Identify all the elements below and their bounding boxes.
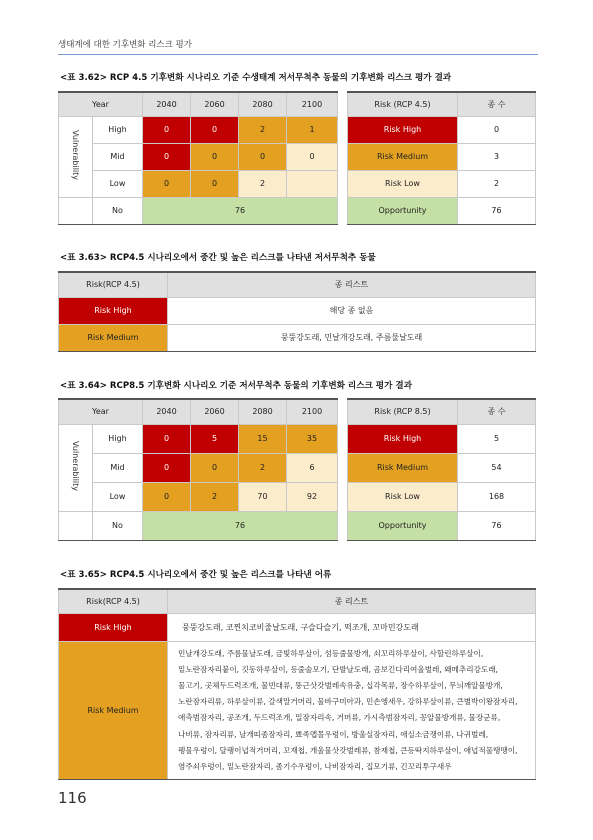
species-line: 펭물우렁이, 달팽이넙적거머리, 꼬재첩, 개울물삿갓벌레류, 참재첩, 큰등딱지하루살이, 애넙적물땡땡이, (178, 745, 518, 755)
running-header: 생태계에 대한 기후변화 리스크 평가 (58, 40, 192, 50)
matrix-cell: 6 (287, 453, 338, 482)
year-col: 2100 (287, 92, 338, 116)
matrix-cell: 15 (239, 424, 287, 453)
risk-count: 168 (458, 482, 536, 511)
vulnerability-label: Vulnerability (71, 441, 80, 492)
risk-medium-label: Risk Medium (59, 641, 168, 780)
matrix-cell: 0 (143, 424, 191, 453)
risk-header: Risk (RCP 8.5) (348, 399, 458, 424)
caption-table-3-64: <표 3.64> RCP8.5 기후변화 시나리오 기준 저서무척추 동물의 기후변화 리스크 평가 결과 (60, 381, 413, 391)
row-label: Mid (93, 453, 143, 482)
count-header: 종 수 (458, 92, 536, 116)
vulnerability-label: Vulnerability (71, 130, 80, 181)
risk-low-label: Risk Low (348, 482, 458, 511)
species-line: 물고기, 곳체두드럭조개, 물빈대류, 뚱근삿갓벌레속유충, 십각목류, 장수하루살이, 무늬깨알물방개, (178, 680, 503, 690)
risk-count: 76 (458, 197, 536, 224)
risk-count: 5 (458, 424, 536, 453)
row-label: No (93, 511, 143, 540)
year-col: 2040 (143, 92, 191, 116)
year-col: 2080 (239, 399, 287, 424)
caption-table-3-65: <표 3.65> RCP4.5 시나리오에서 중간 및 높은 리스크를 나타낸 어류 (60, 570, 332, 580)
matrix-cell: 0 (143, 170, 191, 197)
species-list: 뭉뚱강도래, 민날개강도래, 주름물날도래 (168, 324, 536, 351)
species-list-header: 종 리스트 (168, 272, 536, 297)
caption-table-3-63: <표 3.63> RCP4.5 시나리오에서 중간 및 높은 리스크를 나타낸 저서무척추 동물 (60, 253, 376, 263)
empty-cell (59, 511, 93, 540)
matrix-cell: 0 (191, 170, 239, 197)
matrix-cell: 2 (239, 170, 287, 197)
species-list: 해당 종 없음 (168, 297, 536, 324)
year-header: Year (59, 399, 143, 424)
risk-medium-label: Risk Medium (348, 453, 458, 482)
matrix-cell: 35 (287, 424, 338, 453)
matrix-cell: 0 (143, 482, 191, 511)
risk-high-label: Risk High (348, 424, 458, 453)
matrix-cell: 0 (143, 143, 191, 170)
risk-count: 54 (458, 453, 536, 482)
year-col: 2080 (239, 92, 287, 116)
matrix-cell: 0 (191, 453, 239, 482)
matrix-cell: 2 (191, 482, 239, 511)
risk-col-header: Risk(RCP 4.5) (59, 272, 168, 297)
species-list-header: 종 리스트 (168, 589, 536, 613)
caption-table-3-62: <표 3.62> RCP 4.5 기후변화 시나리오 기준 수생태계 저서무척추 동물의 기후변화 리스크 평가 결과 (60, 73, 452, 83)
species-line: 노란잠자리류, 하루살이류, 갈색말거머리, 물바구미아과, 민손엥새우, 강하루살이류, 큰별박이왕잠자리, (178, 697, 518, 707)
opportunity-merged-cell: 76 (143, 511, 338, 540)
year-col: 2040 (143, 399, 191, 424)
risk-count: 0 (458, 116, 536, 143)
vulnerability-label-cell (59, 116, 93, 197)
matrix-cell: 0 (143, 453, 191, 482)
risk-header: Risk (RCP 4.5) (348, 92, 458, 116)
row-label: Low (93, 482, 143, 511)
risk-low-label: Risk Low (348, 170, 458, 197)
risk-count: 2 (458, 170, 536, 197)
table-3-64-risk-summary (347, 398, 536, 541)
risk-high-label: Risk High (59, 613, 168, 641)
species-list-medium (168, 641, 536, 780)
risk-high-label: Risk High (59, 297, 168, 324)
vulnerability-label-cell (59, 424, 93, 511)
matrix-cell: 1 (287, 116, 338, 143)
row-label: Low (93, 170, 143, 197)
header-rule (58, 54, 538, 55)
empty-cell (59, 197, 93, 224)
matrix-cell: 92 (287, 482, 338, 511)
count-header: 종 수 (458, 399, 536, 424)
row-label: High (93, 116, 143, 143)
page-number: 116 (58, 789, 87, 807)
species-line: 밑노란잠자리붙이, 깃동하루살이, 등줄술모기, 단발날도래, 곰보긴다리여울벌레, 왜메추리강도래, (178, 664, 498, 674)
species-list: 뭉뚱강도래, 코찐치코비줄날도래, 구슬다슬기, 떡조개, 꼬마민강도래 (168, 613, 536, 641)
matrix-cell: 0 (287, 143, 338, 170)
row-label: Mid (93, 143, 143, 170)
matrix-cell: 70 (239, 482, 287, 511)
risk-medium-label: Risk Medium (59, 324, 168, 351)
opportunity-label: Opportunity (348, 197, 458, 224)
species-line: 애측범잠자리, 공조개, 두드럭조개, 밀잠자리속, 거머류, 가시측범잠자리, 꽁알물방개류, 물장군류, (178, 713, 501, 723)
year-col: 2060 (191, 92, 239, 116)
species-line: 염주쇠우렁이, 밑노란잠자리, 좀기수우렁이, 나비잠자리, 집모기류, 긴꼬리투구새우 (178, 761, 452, 771)
table-3-64-matrix (58, 398, 338, 541)
species-line: 민날개강도래, 주름물날도래, 금빛하루살이, 섬등줄물방개, 쇠꼬리하루살이, 사할린하루살이, (178, 648, 484, 658)
risk-medium-label: Risk Medium (348, 143, 458, 170)
risk-count: 76 (458, 511, 536, 540)
table-3-63 (58, 271, 536, 352)
matrix-cell: 0 (191, 143, 239, 170)
table-3-62-matrix (58, 91, 338, 225)
table-3-62-risk-summary (347, 91, 536, 225)
year-col: 2060 (191, 399, 239, 424)
risk-count: 3 (458, 143, 536, 170)
matrix-cell: 5 (191, 424, 239, 453)
row-label: High (93, 424, 143, 453)
row-label: No (93, 197, 143, 224)
risk-col-header: Risk(RCP 4.5) (59, 589, 168, 613)
matrix-cell: 2 (239, 453, 287, 482)
matrix-cell: 0 (191, 116, 239, 143)
matrix-cell (287, 170, 338, 197)
table-3-65 (58, 588, 536, 780)
species-line: 나비류, 잠자리류, 날개띠좀잠자리, 뾰족맵몰우렁이, 방울실잠자리, 애실소금쟁이류, 나귀벌레, (178, 729, 489, 739)
opportunity-label: Opportunity (348, 511, 458, 540)
year-col: 2100 (287, 399, 338, 424)
opportunity-merged-cell: 76 (143, 197, 338, 224)
matrix-cell: 2 (239, 116, 287, 143)
matrix-cell: 0 (239, 143, 287, 170)
matrix-cell: 0 (143, 116, 191, 143)
risk-high-label: Risk High (348, 116, 458, 143)
year-header: Year (59, 92, 143, 116)
